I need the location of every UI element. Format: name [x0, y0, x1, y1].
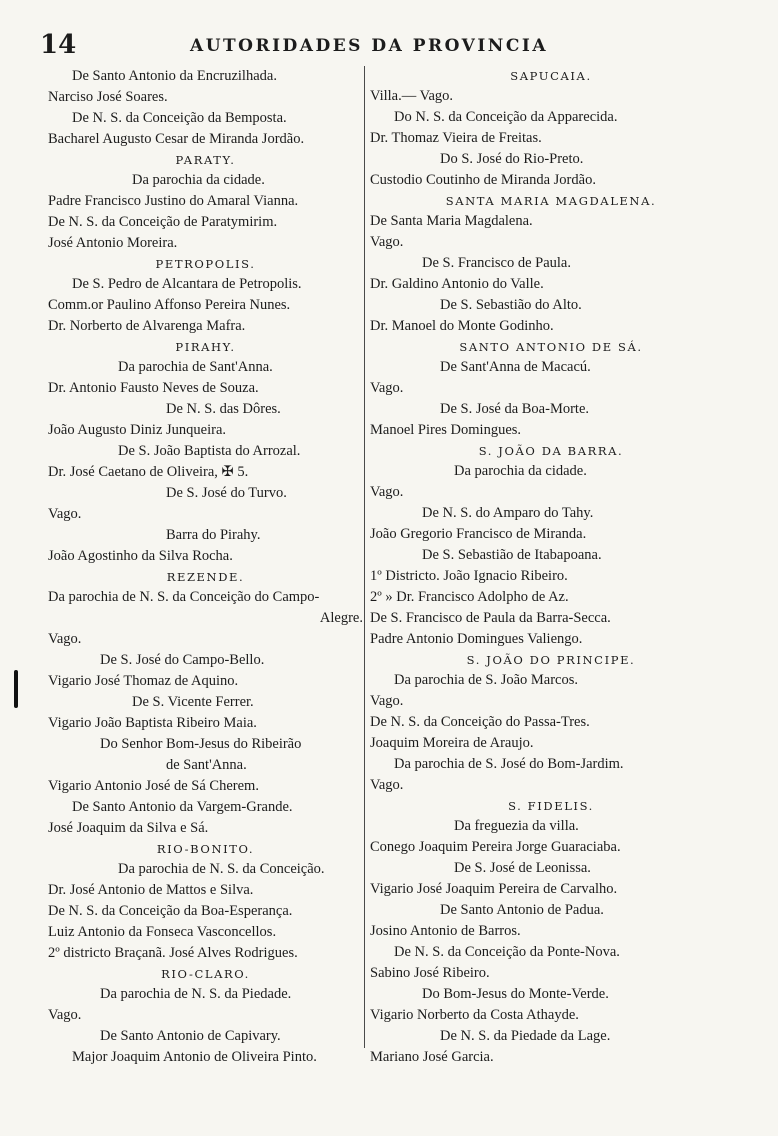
text-line: De S. Francisco de Paula.: [422, 255, 571, 271]
right-column: [370, 66, 732, 1068]
text-line: Do N. S. da Conceição da Apparecida.: [394, 109, 618, 125]
text-line: Vago.: [48, 506, 82, 522]
text-line: Vago.: [370, 484, 404, 500]
text-line: De S. Pedro de Alcantara de Petropolis.: [72, 276, 302, 292]
text-line: Vigario Antonio José de Sá Cherem.: [48, 778, 259, 794]
text-line: Da parochia da cidade.: [454, 463, 587, 479]
text-line: Dr. Manoel do Monte Godinho.: [370, 318, 554, 334]
text-line: De S. Vicente Ferrer.: [132, 694, 254, 710]
text-line: Dr. José Caetano de Oliveira, ✠ 5.: [48, 464, 249, 480]
text-line: João Augusto Diniz Junqueira.: [48, 422, 227, 438]
text-line: De S. José de Leonissa.: [454, 860, 591, 876]
text-line: De S. João Baptista do Arrozal.: [118, 443, 301, 459]
text-line: Josino Antonio de Barros.: [370, 923, 521, 939]
page-header: [40, 30, 738, 58]
left-column: [48, 66, 363, 1068]
running-title: AUTORIDADES DA PROVINCIA: [190, 36, 549, 56]
text-line: Vago.: [370, 693, 404, 709]
text-line: 2º districto Braçanã. José Alves Rodrigues.: [48, 945, 298, 961]
text-line: Vago.: [370, 777, 404, 793]
page-number: 14: [40, 30, 77, 60]
text-line: Da parochia da cidade.: [132, 172, 265, 188]
text-line: de Sant'Anna.: [166, 757, 247, 773]
text-line: De N. S. da Conceição do Passa-Tres.: [370, 714, 590, 730]
section-heading: SAPUCAIA.: [510, 69, 592, 83]
section-heading: RIO-CLARO.: [161, 967, 250, 981]
text-line: José Antonio Moreira.: [48, 235, 178, 251]
text-line: Da parochia de S. João Marcos.: [394, 672, 579, 688]
text-line: De Santo Antonio de Padua.: [440, 902, 604, 918]
text-line: José Joaquim da Silva e Sá.: [48, 820, 209, 836]
section-heading: PIRAHY.: [175, 340, 236, 354]
text-line: Vigario João Baptista Ribeiro Maia.: [48, 715, 257, 731]
text-line: Villa.— Vago.: [370, 88, 454, 104]
section-heading: PARATY.: [175, 153, 236, 167]
text-line: Conego Joaquim Pereira Jorge Guaraciaba.: [370, 839, 621, 855]
text-line: 1º Districto. João Ignacio Ribeiro.: [370, 568, 568, 584]
text-line: Dr. Antonio Fausto Neves de Souza.: [48, 380, 259, 396]
column-divider: [364, 66, 365, 1048]
text-line: Vigario Norberto da Costa Athayde.: [370, 1007, 579, 1023]
text-line: João Gregorio Francisco de Miranda.: [370, 526, 587, 542]
text-line: Custodio Coutinho de Miranda Jordão.: [370, 172, 596, 188]
text-line: Da freguezia da villa.: [454, 818, 579, 834]
text-line: Luiz Antonio da Fonseca Vasconcellos.: [48, 924, 277, 940]
text-line: Vago.: [370, 380, 404, 396]
section-heading: SANTA MARIA MAGDALENA.: [445, 194, 657, 208]
text-line: Manoel Pires Domingues.: [370, 422, 522, 438]
text-line: Da parochia de Sant'Anna.: [118, 359, 273, 375]
text-line: Major Joaquim Antonio de Oliveira Pinto.: [72, 1049, 317, 1065]
section-heading: S. JOÃO DA BARRA.: [478, 444, 624, 458]
text-line: Dr. Norberto de Alvarenga Mafra.: [48, 318, 246, 334]
section-heading: RIO-BONITO.: [156, 842, 255, 856]
text-line: Bacharel Augusto Cesar de Miranda Jordão.: [48, 131, 305, 147]
section-heading: S. JOÃO DO PRINCIPE.: [466, 653, 636, 667]
text-line: De Santo Antonio da Vargem-Grande.: [72, 799, 293, 815]
text-line: Do Bom-Jesus do Monte-Verde.: [422, 986, 609, 1002]
text-line: Vigario José Joaquim Pereira de Carvalho.: [370, 881, 618, 897]
text-line: Vago.: [48, 1007, 82, 1023]
text-line: Sabino José Ribeiro.: [370, 965, 490, 981]
section-heading: SANTO ANTONIO DE SÁ.: [459, 340, 643, 354]
text-line: De N. S. da Conceição da Bemposta.: [72, 110, 287, 126]
text-line: De N. S. do Amparo do Tahy.: [422, 505, 594, 521]
text-line: De N. S. da Piedade da Lage.: [440, 1028, 611, 1044]
text-line: De S. José da Boa-Morte.: [440, 401, 590, 417]
text-line: Joaquim Moreira de Araujo.: [370, 735, 534, 751]
text-line: De S. José do Campo-Bello.: [100, 652, 265, 668]
text-line: Dr. Galdino Antonio do Valle.: [370, 276, 544, 292]
text-line: De S. Francisco de Paula da Barra-Secca.: [370, 610, 611, 626]
text-line: Da parochia de N. S. da Piedade.: [100, 986, 292, 1002]
text-line: Padre Francisco Justino do Amaral Vianna.: [48, 193, 299, 209]
section-heading: PETROPOLIS.: [155, 257, 256, 271]
section-heading: REZENDE.: [166, 570, 245, 584]
text-line: Da parochia de N. S. da Conceição.: [118, 861, 325, 877]
text-line: Do S. José do Rio-Preto.: [440, 151, 584, 167]
text-line: Dr. Thomaz Vieira de Freitas.: [370, 130, 542, 146]
text-line: De Santo Antonio da Encruzilhada.: [72, 68, 277, 84]
text-line: Narciso José Soares.: [48, 89, 168, 105]
text-line: De S. Sebastião de Itabapoana.: [422, 547, 602, 563]
text-line: Dr. José Antonio de Mattos e Silva.: [48, 882, 254, 898]
text-line: De N. S. da Conceição da Ponte-Nova.: [394, 944, 620, 960]
text-line: Comm.or Paulino Affonso Pereira Nunes.: [48, 297, 291, 313]
text-line: De N. S. das Dôres.: [166, 401, 281, 417]
text-line: Barra do Pirahy.: [166, 527, 261, 543]
text-line: 2º » Dr. Francisco Adolpho de Az.: [370, 589, 569, 605]
text-line: Da parochia de N. S. da Conceição do Campo-: [48, 589, 320, 605]
text-line: Da parochia de S. José do Bom-Jardim.: [394, 756, 624, 772]
text-line: De N. S. da Conceição da Boa-Esperança.: [48, 903, 293, 919]
text-line: Do Senhor Bom-Jesus do Ribeirão: [100, 736, 302, 752]
text-line: De S. José do Turvo.: [166, 485, 287, 501]
text-line: Alegre.: [319, 610, 363, 626]
text-line: Padre Antonio Domingues Valiengo.: [370, 631, 583, 647]
text-line: De N. S. da Conceição de Paratymirim.: [48, 214, 278, 230]
text-line: Vigario José Thomaz de Aquino.: [48, 673, 239, 689]
text-line: Mariano José Garcia.: [370, 1049, 494, 1065]
text-line: De Sant'Anna de Macacú.: [440, 359, 591, 375]
text-line: De Santa Maria Magdalena.: [370, 213, 533, 229]
margin-ink-mark: [14, 670, 18, 708]
text-line: Vago.: [370, 234, 404, 250]
text-line: De Santo Antonio de Capivary.: [100, 1028, 281, 1044]
text-line: Vago.: [48, 631, 82, 647]
section-heading: S. FIDELIS.: [508, 799, 594, 813]
text-line: De S. Sebastião do Alto.: [440, 297, 582, 313]
text-line: João Agostinho da Silva Rocha.: [48, 548, 233, 564]
